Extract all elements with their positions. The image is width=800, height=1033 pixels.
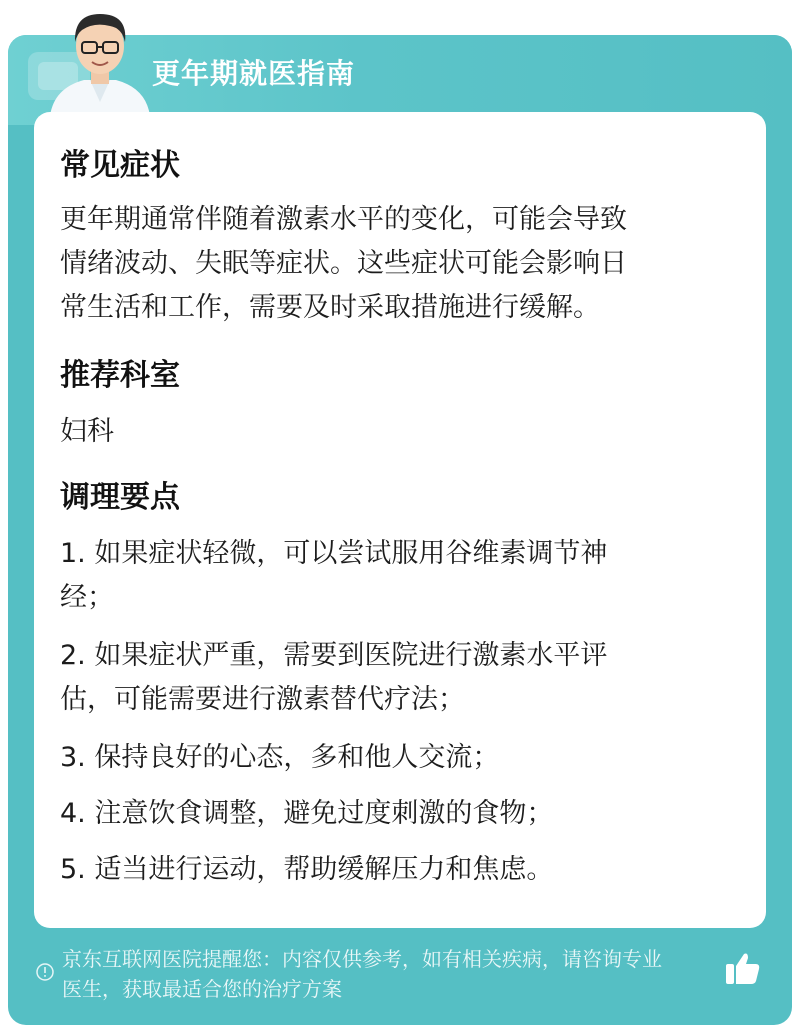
care-item-2-line-1: 2. 如果症状严重，需要到医院进行激素水平评 — [60, 640, 608, 671]
footer-disclaimer — [62, 944, 724, 1004]
symptoms-heading: 常见症状 — [60, 148, 180, 183]
care-item-3: 3. 保持良好的心态，多和他人交流； — [60, 742, 500, 773]
care-item-2-line-2: 估，可能需要进行激素替代疗法； — [60, 684, 465, 715]
footer-line-2: 医生，获取最适合您的治疗方案 — [62, 977, 342, 1001]
department-heading: 推荐科室 — [60, 358, 180, 393]
thumbs-up-icon[interactable] — [722, 948, 762, 988]
symptoms-line-2: 情绪波动、失眠等症状。这些症状可能会影响日 — [60, 248, 627, 279]
doctor-avatar-icon — [44, 6, 156, 116]
info-icon — [36, 963, 54, 981]
symptoms-line-3: 常生活和工作，需要及时采取措施进行缓解。 — [60, 292, 600, 323]
care-heading: 调理要点 — [60, 480, 180, 515]
care-item-5: 5. 适当进行运动，帮助缓解压力和焦虑。 — [60, 854, 554, 885]
page-title: 更年期就医指南 — [152, 57, 356, 90]
department-value: 妇科 — [60, 416, 114, 447]
care-item-1-line-2: 经； — [60, 582, 114, 613]
care-item-4: 4. 注意饮食调整，避免过度刺激的食物； — [60, 798, 554, 829]
symptoms-line-1: 更年期通常伴随着激素水平的变化，可能会导致 — [60, 204, 627, 235]
footer-line-1: 京东互联网医院提醒您：内容仅供参考，如有相关疾病，请咨询专业 — [62, 947, 662, 971]
care-item-1-line-1: 1. 如果症状轻微，可以尝试服用谷维素调节神 — [60, 538, 608, 569]
